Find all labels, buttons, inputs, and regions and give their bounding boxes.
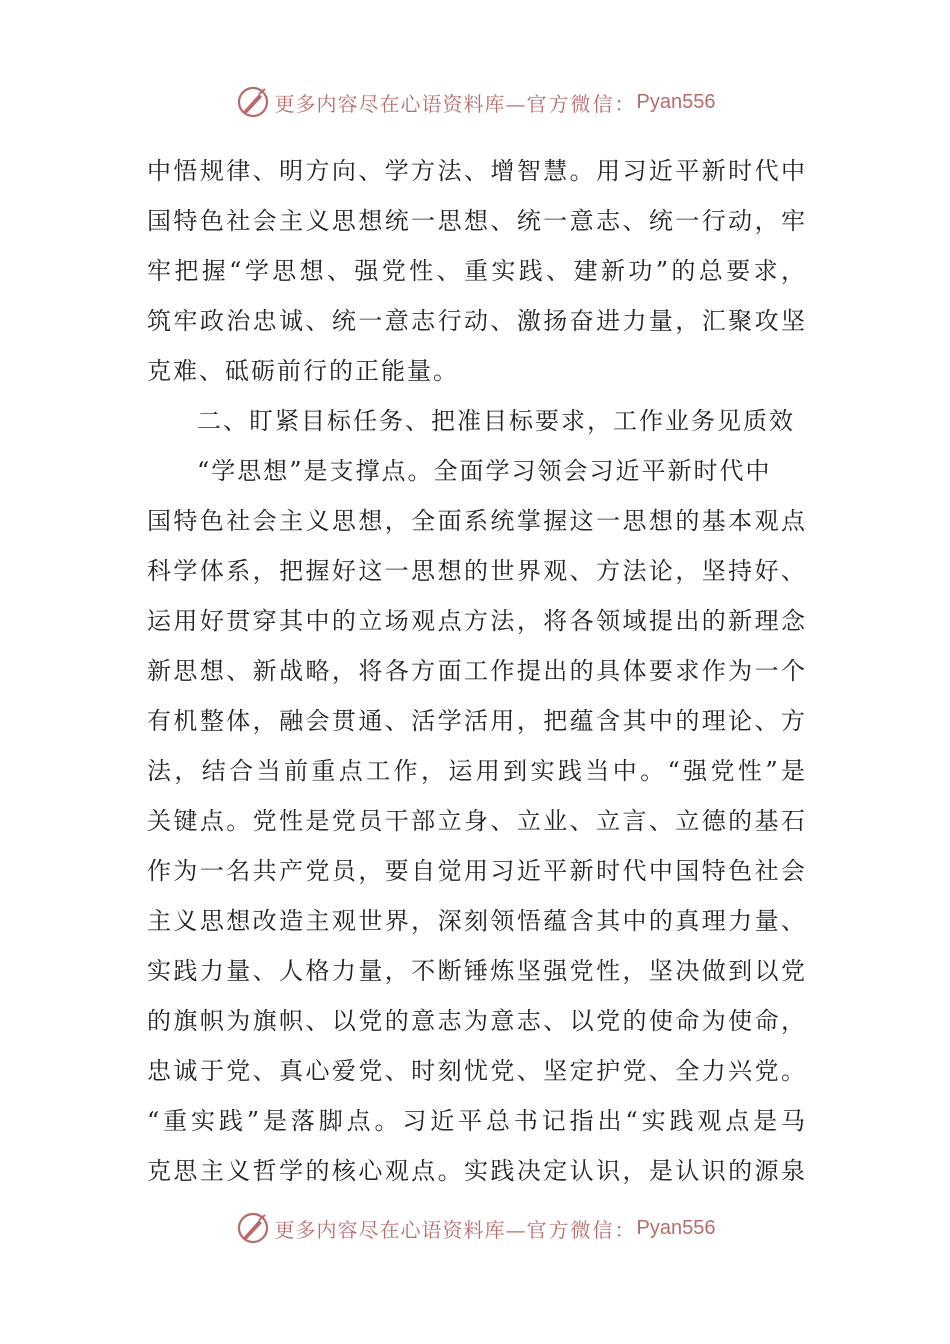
text-line: 国特色社会主义思想，全面系统掌握这一思想的基本观点 — [147, 507, 807, 535]
text-line: 有机整体，融会贯通、活学活用，把蕴含其中的理论、方 — [147, 707, 807, 735]
section-heading: 二、盯紧目标任务、把准目标要求，工作业务见质效 — [197, 407, 795, 435]
text-line: 牢把握“学思想、强党性、重实践、建新功”的总要求， — [147, 257, 807, 285]
document-body — [147, 146, 807, 1196]
banner-wechat-label: 官方微信： — [526, 1217, 637, 1242]
header-banner — [0, 82, 950, 122]
text-line: 关键点。党性是党员干部立身、立业、立言、立德的基石 — [147, 807, 807, 835]
footer-banner — [0, 1208, 950, 1248]
pen-circle-logo-icon — [235, 1210, 271, 1246]
text-line: 主义思想改造主观世界，深刻领悟蕴含其中的真理力量、 — [147, 907, 807, 935]
text-line: 新思想、新战略，将各方面工作提出的具体要求作为一个 — [147, 657, 807, 685]
text-line: 法，结合当前重点工作，运用到实践当中。“强党性”是 — [147, 757, 807, 785]
paragraph-first-line: “学思想”是支撑点。全面学习领会习近平新时代中 — [197, 457, 772, 485]
banner-text: 更多内容尽在心语资料库— — [274, 91, 527, 116]
text-line: 筑牢政治忠诚、统一意志行动、激扬奋进力量，汇聚攻坚 — [147, 307, 807, 335]
text-line: 忠诚于党、真心爱党、时刻忧党、坚定护党、全力兴党。 — [147, 1057, 807, 1085]
text-line: 实践力量、人格力量，不断锤炼坚强党性，坚决做到以党 — [147, 957, 807, 985]
text-line: 运用好贯穿其中的立场观点方法，将各领域提出的新理念 — [147, 607, 807, 635]
banner-text: 更多内容尽在心语资料库— — [274, 1217, 527, 1242]
text-line: 克难、砥砺前行的正能量。 — [147, 357, 459, 385]
text-line: 科学体系，把握好这一思想的世界观、方法论，坚持好、 — [147, 557, 807, 585]
pen-circle-logo-icon — [235, 84, 271, 120]
text-line: 作为一名共产党员，要自觉用习近平新时代中国特色社会 — [147, 857, 807, 885]
banner-wechat-id: Pyan556 — [636, 1216, 716, 1239]
banner-wechat-label: 官方微信： — [526, 91, 637, 116]
text-line: 的旗帜为旗帜、以党的意志为意志、以党的使命为使命， — [147, 1007, 807, 1035]
text-line: 克思主义哲学的核心观点。实践决定认识，是认识的源泉 — [147, 1157, 807, 1185]
banner-wechat-id: Pyan556 — [636, 90, 716, 113]
text-line: 国特色社会主义思想统一思想、统一意志、统一行动，牢 — [147, 207, 807, 235]
text-line: “重实践”是落脚点。习近平总书记指出“实践观点是马 — [147, 1107, 807, 1135]
text-line: 中悟规律、明方向、学方法、增智慧。用习近平新时代中 — [147, 157, 807, 185]
